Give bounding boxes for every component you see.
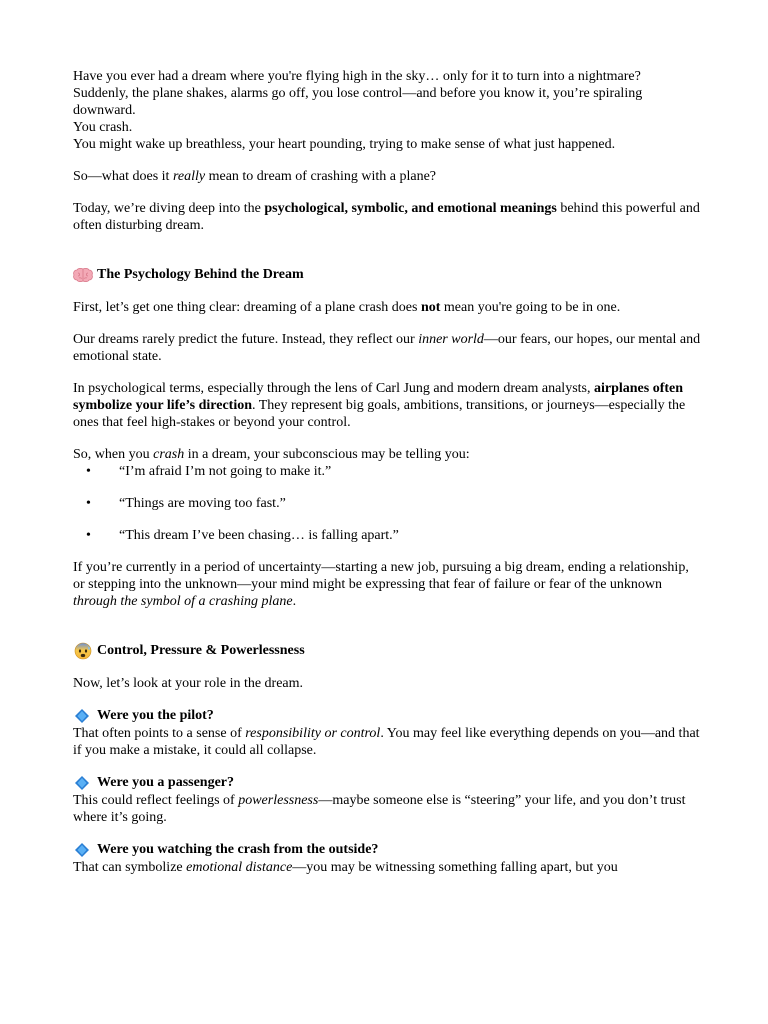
text-run: —maybe someone else is “steering” your life, and you don’t trust where it’s going. bbox=[73, 793, 686, 825]
section-heading-control bbox=[73, 642, 703, 660]
text-run: —you may be witnessing something falling apart, but you bbox=[292, 860, 618, 875]
emphasis-text: through the symbol of a crashing plane bbox=[73, 594, 293, 609]
bold-text: psychological, symbolic, and emotional meanings bbox=[264, 201, 557, 216]
text-run: So—what does it bbox=[73, 169, 173, 184]
paragraph: Now, let’s look at your role in the dream. bbox=[73, 676, 304, 691]
role-heading bbox=[73, 774, 703, 792]
text-run: . bbox=[292, 594, 297, 609]
text-run: Today, we’re diving deep into the bbox=[73, 201, 265, 216]
role-heading bbox=[73, 707, 703, 725]
blue-diamond-icon bbox=[73, 708, 91, 724]
list-item bbox=[73, 463, 703, 480]
role-title: Were you watching the crash from the outside? bbox=[97, 842, 379, 857]
paragraph bbox=[73, 380, 703, 431]
text-run: This could reflect feelings of bbox=[73, 793, 239, 808]
paragraph bbox=[73, 559, 703, 610]
intro-line: Have you ever had a dream where you're flying high in the sky… only for it to turn into a nightmare? bbox=[73, 69, 641, 84]
emphasis-text: powerlessness bbox=[238, 793, 319, 808]
list-item-text: “This dream I’ve been chasing… is falling apart.” bbox=[119, 528, 399, 543]
text-run: In psychological terms, especially through the lens of Carl Jung and modern dream analysts, bbox=[73, 381, 594, 396]
list-item bbox=[73, 495, 703, 512]
bullet-glyph: • bbox=[86, 528, 91, 543]
section-heading-psychology bbox=[73, 266, 703, 284]
role-heading bbox=[73, 841, 703, 859]
text-run: If you’re currently in a period of uncertainty—starting a new job, pursuing a big dream, ending a relationship, or stepping into the unknown—your mind might be expressing that fear of failure or fear of the unknown bbox=[73, 560, 689, 592]
paragraph bbox=[73, 299, 703, 316]
heading-text: Control, Pressure & Powerlessness bbox=[97, 643, 305, 658]
intro-today bbox=[73, 200, 703, 234]
bullet-glyph: • bbox=[86, 496, 91, 511]
emphasis-text: inner world bbox=[418, 332, 484, 347]
list-item-text: “Things are moving too fast.” bbox=[119, 496, 286, 511]
document-body bbox=[73, 68, 703, 876]
list-item-text: “I’m afraid I’m not going to make it.” bbox=[119, 464, 332, 479]
text-run: First, let’s get one thing clear: dreaming of a plane crash does bbox=[73, 300, 421, 315]
anxious-face-icon bbox=[73, 642, 93, 660]
paragraph bbox=[73, 446, 703, 463]
text-run: Our dreams rarely predict the future. Instead, they reflect our bbox=[73, 332, 419, 347]
role-block-observer bbox=[73, 841, 703, 876]
intro-line: Suddenly, the plane shakes, alarms go off, you lose control—and before you know it, you’re spiraling downward. bbox=[73, 86, 643, 118]
bullet-list bbox=[73, 463, 703, 544]
text-run: So, when you bbox=[73, 447, 154, 462]
role-block-pilot bbox=[73, 707, 703, 759]
brain-icon bbox=[73, 267, 93, 283]
text-run: . You may feel like everything depends on you—and that if you make a mistake, it could all collapse. bbox=[73, 726, 700, 758]
text-run: That can symbolize bbox=[73, 860, 187, 875]
role-title: Were you the pilot? bbox=[97, 708, 214, 723]
text-run: That often points to a sense of bbox=[73, 726, 246, 741]
intro-line: You might wake up breathless, your heart pounding, trying to make sense of what just happened. bbox=[73, 137, 616, 152]
intro-question bbox=[73, 168, 703, 185]
text-run: —our fears, our hopes, our mental and emotional state. bbox=[73, 332, 701, 364]
text-run: mean to dream of crashing with a plane? bbox=[205, 169, 437, 184]
bold-text: airplanes often symbolize your life’s direction bbox=[73, 381, 684, 413]
paragraph bbox=[73, 331, 703, 365]
role-description bbox=[73, 725, 703, 759]
role-block-passenger bbox=[73, 774, 703, 826]
emphasis-text: crash bbox=[153, 447, 185, 462]
intro-line: You crash. bbox=[73, 120, 133, 135]
bold-text: not bbox=[420, 300, 441, 315]
text-run: . They represent big goals, ambitions, transitions, or journeys—especially the ones that feel high-stakes or beyond your control. bbox=[73, 398, 686, 430]
blue-diamond-icon bbox=[73, 775, 91, 791]
role-description bbox=[73, 859, 703, 876]
bullet-glyph: • bbox=[86, 464, 91, 479]
emphasis-text: emotional distance bbox=[186, 860, 293, 875]
emphasis-text: really bbox=[172, 169, 206, 184]
text-run: mean you're going to be in one. bbox=[440, 300, 621, 315]
role-title: Were you a passenger? bbox=[97, 775, 235, 790]
emphasis-text: responsibility or control bbox=[245, 726, 381, 741]
role-description bbox=[73, 792, 703, 826]
text-run: in a dream, your subconscious may be telling you: bbox=[184, 447, 470, 462]
blue-diamond-icon bbox=[73, 842, 91, 858]
list-item bbox=[73, 527, 703, 544]
text-run: behind this powerful and often disturbing dream. bbox=[73, 201, 700, 233]
heading-text: The Psychology Behind the Dream bbox=[97, 267, 304, 282]
